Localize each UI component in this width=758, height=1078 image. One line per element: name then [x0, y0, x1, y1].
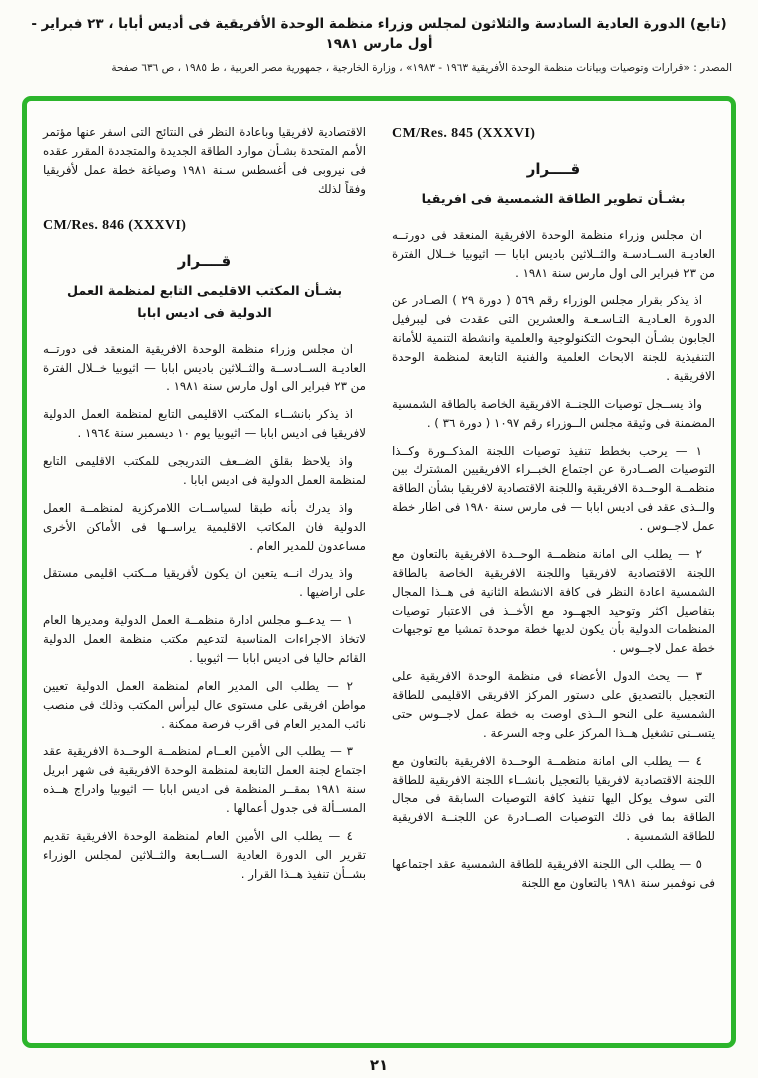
header-session-title: (تابع) الدورة العادية السادسة والثلاثون لمجلس وزراء منظمة الوحدة الأفريقية فى أديس أبابا ، ٢٣ فبراير - أول مارس ١٩٨١	[31, 16, 727, 53]
page-header	[0, 0, 758, 74]
paragraph-846-item-1: ١ — يدعــو مجلس ادارة منظمــة العمل الدولية ومديرها العام لاتخاذ الاجراءات المناسبة لتدعيم مكتب منظمة العمل الدولية القائم حاليا فى اديس ابابا — اثيوبيا .	[43, 613, 366, 665]
paragraph-846-preamble-4: واذ يدرك بأنه طبقا لسياســات اللامركزية لمنظمــة العمل الدولية فان المكاتب الاقليمية يراســها فى الأماكن الأخرى مساعدون للمدير العام .	[43, 500, 366, 553]
paragraph-846-preamble-2: اذ يذكر بانشــاء المكتب الاقليمى التابع لمنظمة العمل الدولية لافريقيا فى اديس ابابا — اثيوبيا يوم ١٠ ديسمبر سنة ١٩٦٤ .	[43, 407, 366, 441]
header-source-line: المصدر : «قرارات وتوصيات وبيانات منظمة الوحدة الأفريقية ١٩٦٣ - ١٩٨٣» ، وزارة الخارجية ، جمهورية مصر العربية ، ط ١٩٨٥ ، ص ٦٣٦ صفحة	[111, 61, 732, 74]
paragraph-845-preamble-3: واذ يســجل توصيات اللجنــة الافريقية الخاصة بالطاقة الشمسية المضمنة فى وثيقة مجلس الــوزراء رقم ١٠٩٧ ( دورة ٣٦ ) .	[392, 396, 715, 430]
resolution-846-subtitle: بشـأن المكتب الاقليمى التابع لمنظمة العمل الدولية فى اديس ابابا	[66, 283, 343, 322]
paragraph-845-item-4: ٤ — يطلب الى امانة منظمــة الوحــدة الافريقية بالتعاون مع اللجنة الاقتصادية لافريقيا بالتعجيل بانشــاء اللجنة الافريقية للطاقة التى سوف يوكل اليها تنفيذ كافة التوصيات السابقة فى مجال الطاقة بما فى ذلك التوصيات الصــادرة عن اللجنــة الافريقية للطاقة الشمسية .	[392, 753, 715, 844]
resolution-846-id: CM/Res. 846 (XXXVI)	[43, 217, 187, 233]
paragraph-845-continuation: الاقتصادية لافريقيا وباعادة النظر فى النتائج التى اسفر عنها مؤتمر الأمم المتحدة بشـأن موارد الطاقة الجديدة والمتجددة المقرر عقده فى نيروبى فى أغسطس سـنة ١٩٨١ وصياغة خطة عمل لأفريقيا وفقاً لذلك	[43, 125, 366, 196]
column-resolution-846	[43, 123, 366, 1029]
paragraph-846-preamble-3: واذ يلاحظ بقلق الضــعف التدريجى للمكتب الاقليمى التابع لمنظمة العمل الدولية فى اديس ابابا .	[43, 454, 366, 487]
paragraph-845-item-3: ٣ — يحث الدول الأعضاء فى منظمة الوحدة الافريقية على التعجيل بالتصديق على دستور المركز الافريقى الاقليمى للطاقة الشمسية على النحو الــذى اوصت به خطة عمل لاجــوس حتى يتســنى تشغيل هــذا المركز على وجه السرعة .	[392, 669, 715, 740]
paragraph-846-item-2: ٢ — يطلب الى المدير العام لمنظمة العمل الدولية تعيين مواطن افريقى على مستوى عال ليرأس المكتب وذلك فى منصب نائب المدير العام فى اقرب فرصة ممكنة .	[43, 678, 366, 731]
resolution-846-title: قــــرار	[177, 251, 232, 270]
paragraph-845-item-5: ٥ — يطلب الى اللجنة الافريقية للطاقة الشمسية عقد اجتماعها فى نوفمبر سنة ١٩٨١ بالتعاون مع اللجنة	[392, 857, 715, 890]
paragraph-846-preamble-1: ان مجلس وزراء منظمة الوحدة الافريقية المنعقد فى دورتــه العاديـة الســادســة والثــلاثين باديس ابابا — اثيوبيا خــلال الفترة من ٢٣ فبراير الى اول مارس سنة ١٩٨١ .	[43, 341, 366, 394]
paragraph-845-item-1: ١ — يرحب بخطط تنفيذ توصيات اللجنة المذكــورة وكــذا التوصيات الصــادرة عن اجتماع الخبــراء الافريقيين المشترك بين منظمــة الوحــدة الافريقية واللجنة الاقتصادية لافريقيا بشأن الطاقة والــذى عقد فى اديس ابابا — فى مارس سنة ١٩٨٠ فى اطار خطة عمل لاجــوس .	[392, 443, 715, 534]
resolution-845-subtitle: بشـأن تطوير الطاقة الشمسية فى افريقيا	[421, 192, 686, 208]
paragraph-845-item-2: ٢ — يطلب الى امانة منظمــة الوحــدة الافريقية بالتعاون مع اللجنة الاقتصادية لافريقيا واللجنة الافريقية الخاصة بالطاقة الشمسية اعادة النظر فى كافة الانشطة الثانية فى هــذا المجال بتفاصيل اكثر وتوحيد الجهــود مع الأخــذ فى الاعتبار توصيات المنظمات الدولية بأن يكون لديها خطة موحدة تمشيا مع توجيهات خطة عمل لاجــوس .	[392, 546, 715, 656]
paragraph-845-preamble-2: اذ يذكر بقرار مجلس الوزراء رقم ٥٦٩ ( دورة ٢٩ ) الصـادر عن الدورة العـاديـة التـاسـعـة والعشرين التى عقدت فى ليبرفيل الجابون بشـأن البحوث التكنولوجية والعلمية وانشطة التنمية للأمانة التنفيذية للجنة الابحاث العلمية والفنية التابعة لمنظمة الوحدة الافريقية .	[392, 293, 715, 383]
page-number: ٢١	[369, 1056, 389, 1074]
resolution-845-title: قــــرار	[526, 160, 581, 179]
resolution-845-id: CM/Res. 845 (XXXVI)	[392, 126, 536, 141]
document-green-frame	[22, 96, 736, 1048]
paragraph-845-preamble-1: ان مجلس وزراء منظمة الوحدة الافريقية المنعقد فى دورتــه العاديـة الســادسـة والثــلاثين باديس ابابا — اثيوبيا خــلال الفترة من ٢٣ فبراير الى اول مارس سنة ١٩٨١ .	[392, 227, 715, 280]
column-resolution-845	[392, 123, 715, 1029]
paragraph-846-item-3: ٣ — يطلب الى الأمين العــام لمنظمــة الوحــدة الافريقية عقد اجتماع لجنة العمل التابعة لمنظمة الوحدة الافريقية فى شهر ابريل سنة ١٩٨١ بمقــر المنظمة فى اديس ابابا — اثيوبيا وادراج هــذه المســألة فى جدول أعمالها .	[43, 744, 366, 816]
paragraph-846-preamble-5: واذ يدرك انــه يتعين ان يكون لأفريقيا مــكتب اقليمى مستقل على اراضيها .	[43, 566, 366, 600]
paragraph-846-item-4: ٤ — يطلب الى الأمين العام لمنظمة الوحدة الافريقية تقديم تقرير الى الدورة العادية الســابعة والثــلاثين لمجلس الوزراء بشــأن تنفيذ هــذا القرار .	[43, 828, 366, 881]
